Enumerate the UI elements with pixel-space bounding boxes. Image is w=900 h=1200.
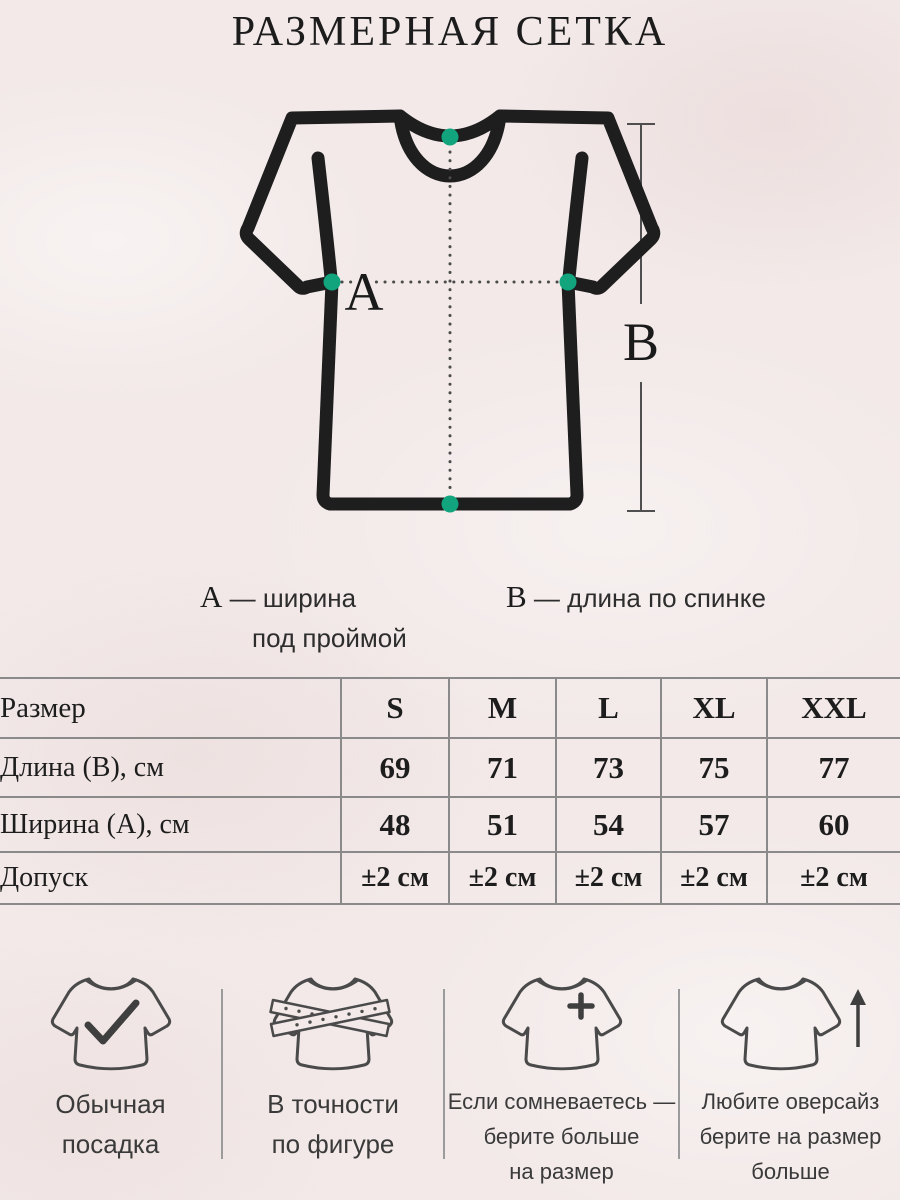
tol-xxl: ±2 см <box>767 852 900 904</box>
caption-line: В точности <box>267 1089 399 1119</box>
right-armhole-seam <box>569 158 582 278</box>
legend-b-text: длина по спинке <box>567 583 766 613</box>
size-table-header-row <box>0 678 900 738</box>
length-m: 71 <box>449 738 556 797</box>
up-arrow <box>850 989 866 1047</box>
left-armhole-seam <box>318 158 331 278</box>
tshirt-measurement-diagram <box>230 98 670 543</box>
fit-item-regular <box>0 967 221 1164</box>
page-title: РАЗМЕРНАЯ СЕТКА <box>231 9 669 55</box>
caption-line: по фигуре <box>271 1129 395 1159</box>
caption-line: Любите оверсайз <box>701 1089 880 1114</box>
row-label: Длина (B), см <box>0 738 341 797</box>
width-xxl: 60 <box>767 797 900 852</box>
legend-a-dash: — <box>229 583 256 613</box>
legend-width <box>200 577 407 658</box>
tol-xl: ±2 см <box>661 852 767 904</box>
hem-dot <box>442 496 459 513</box>
row-label: Ширина (A), см <box>0 797 341 852</box>
tshirt-check-icon <box>36 967 186 1072</box>
length-letter-b: B <box>622 312 660 372</box>
legend-b-dash: — <box>533 583 560 613</box>
collar-dot <box>442 129 459 146</box>
table-row-tolerance <box>0 852 900 904</box>
legend-length <box>506 577 766 618</box>
tol-l: ±2 см <box>556 852 661 904</box>
length-xxl: 77 <box>767 738 900 797</box>
size-table-header-label: Размер <box>0 691 86 724</box>
legend-a-letter: A <box>200 579 223 614</box>
caption-line: берите на размер <box>699 1124 882 1149</box>
fit-item-size-up <box>445 967 678 1189</box>
fit-item-oversize <box>680 967 900 1189</box>
caption-line: берите больше <box>483 1124 640 1149</box>
table-row-width <box>0 797 900 852</box>
size-col-l: L <box>556 678 661 738</box>
width-s: 48 <box>341 797 449 852</box>
caption-line: больше <box>751 1159 830 1184</box>
width-l: 54 <box>556 797 661 852</box>
row-label: Допуск <box>0 852 341 904</box>
tshirt-tape-icon <box>258 967 408 1072</box>
size-table <box>0 677 900 905</box>
legend-a-text-line2: под проймой <box>252 623 407 653</box>
measuring-tape <box>271 1000 390 1036</box>
fit-item-exact-fit <box>223 967 443 1164</box>
width-xl: 57 <box>661 797 767 852</box>
size-col-xl: XL <box>661 678 767 738</box>
tshirt-diagram-svg <box>230 98 670 538</box>
tol-s: ±2 см <box>341 852 449 904</box>
size-col-s: S <box>341 678 449 738</box>
width-letter-a: A <box>344 262 384 322</box>
length-l: 73 <box>556 738 661 797</box>
check-mark <box>88 1003 136 1041</box>
size-col-xxl: XXL <box>767 678 900 738</box>
width-m: 51 <box>449 797 556 852</box>
length-s: 69 <box>341 738 449 797</box>
caption-line: Если сомневаетесь — <box>447 1089 676 1114</box>
right-armpit-dot <box>560 274 577 291</box>
left-armpit-dot <box>324 274 341 291</box>
tshirt-plus-icon <box>487 967 637 1072</box>
plus-sign <box>570 995 592 1017</box>
length-xl: 75 <box>661 738 767 797</box>
caption-line: Обычная <box>55 1089 166 1119</box>
tshirt-oversize-icon <box>706 967 876 1072</box>
caption-line: на размер <box>509 1159 614 1184</box>
legend-a-text: ширина <box>262 583 357 613</box>
legend <box>0 577 900 657</box>
caption-line: посадка <box>61 1129 160 1159</box>
legend-b-letter: B <box>506 579 527 614</box>
tol-m: ±2 см <box>449 852 556 904</box>
fit-guide <box>0 967 900 1189</box>
size-col-m: M <box>449 678 556 738</box>
table-row-length <box>0 738 900 797</box>
dotted-guides <box>342 152 560 496</box>
